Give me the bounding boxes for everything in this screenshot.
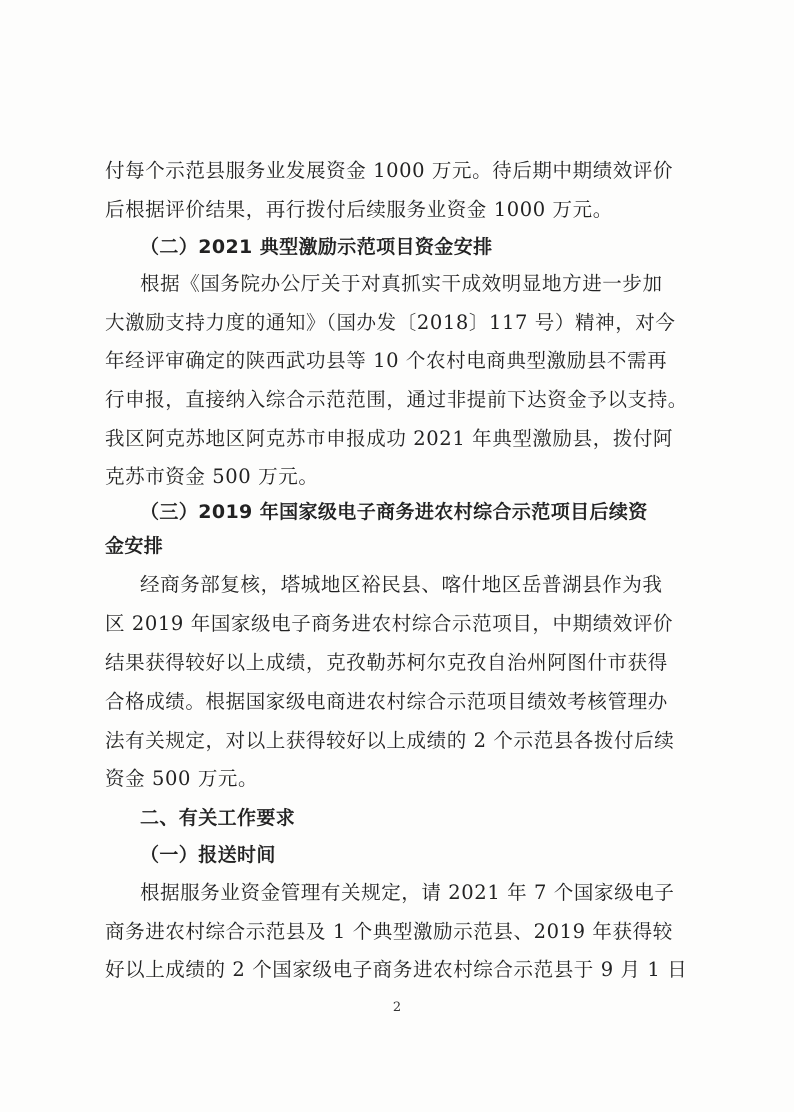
paragraph-line: 大激励支持力度的通知》（国办发〔2018〕117 号）精神，对今 <box>105 311 676 334</box>
paragraph-line: 根据《国务院办公厅关于对真抓实干成效明显地方进一步加 <box>140 272 663 295</box>
section-heading: 二、有关工作要求 <box>140 807 296 829</box>
paragraph-line: 区 2019 年国家级电子商务进农村综合示范项目，中期绩效评价 <box>105 612 674 635</box>
paragraph-line: 后根据评价结果，再行拨付后续服务业资金 1000 万元。 <box>105 198 613 221</box>
paragraph-line: 合格成绩。根据国家级电商进农村综合示范项目绩效考核管理办 <box>105 690 668 713</box>
section-heading: （二）2021 典型激励示范项目资金安排 <box>140 236 493 258</box>
paragraph-line: 资金 500 万元。 <box>105 767 259 790</box>
section-heading-continued: 金安排 <box>105 535 164 557</box>
section-heading: （三）2019 年国家级电子商务进农村综合示范项目后续资 <box>140 501 648 523</box>
paragraph-line: 结果获得较好以上成绩，克孜勒苏柯尔克孜自治州阿图什市获得 <box>105 651 668 674</box>
subsection-heading: （一）报送时间 <box>140 844 276 866</box>
paragraph-line: 经商务部复核，塔城地区裕民县、喀什地区岳普湖县作为我 <box>140 573 663 596</box>
page-number: 2 <box>392 1000 402 1015</box>
paragraph-line: 好以上成绩的 2 个国家级电子商务进农村综合示范县于 9 月 1 日 <box>105 958 688 981</box>
paragraph-line: 根据服务业资金管理有关规定，请 2021 年 7 个国家级电子 <box>140 881 675 904</box>
paragraph-line: 克苏市资金 500 万元。 <box>105 465 319 488</box>
paragraph-line: 法有关规定，对以上获得较好以上成绩的 2 个示范县各拨付后续 <box>105 729 675 752</box>
paragraph-line: 我区阿克苏地区阿克苏市申报成功 2021 年典型激励县，拨付阿 <box>105 427 674 450</box>
paragraph-line: 年经评审确定的陕西武功县等 10 个农村电商典型激励县不需再 <box>105 349 668 372</box>
paragraph-line: 行申报，直接纳入综合示范范围，通过非提前下达资金予以支持。 <box>105 388 688 411</box>
paragraph-line: 付每个示范县服务业发展资金 1000 万元。待后期中期绩效评价 <box>105 159 674 182</box>
paragraph-line: 商务进农村综合示范县及 1 个典型激励示范县、2019 年获得较 <box>105 920 673 943</box>
